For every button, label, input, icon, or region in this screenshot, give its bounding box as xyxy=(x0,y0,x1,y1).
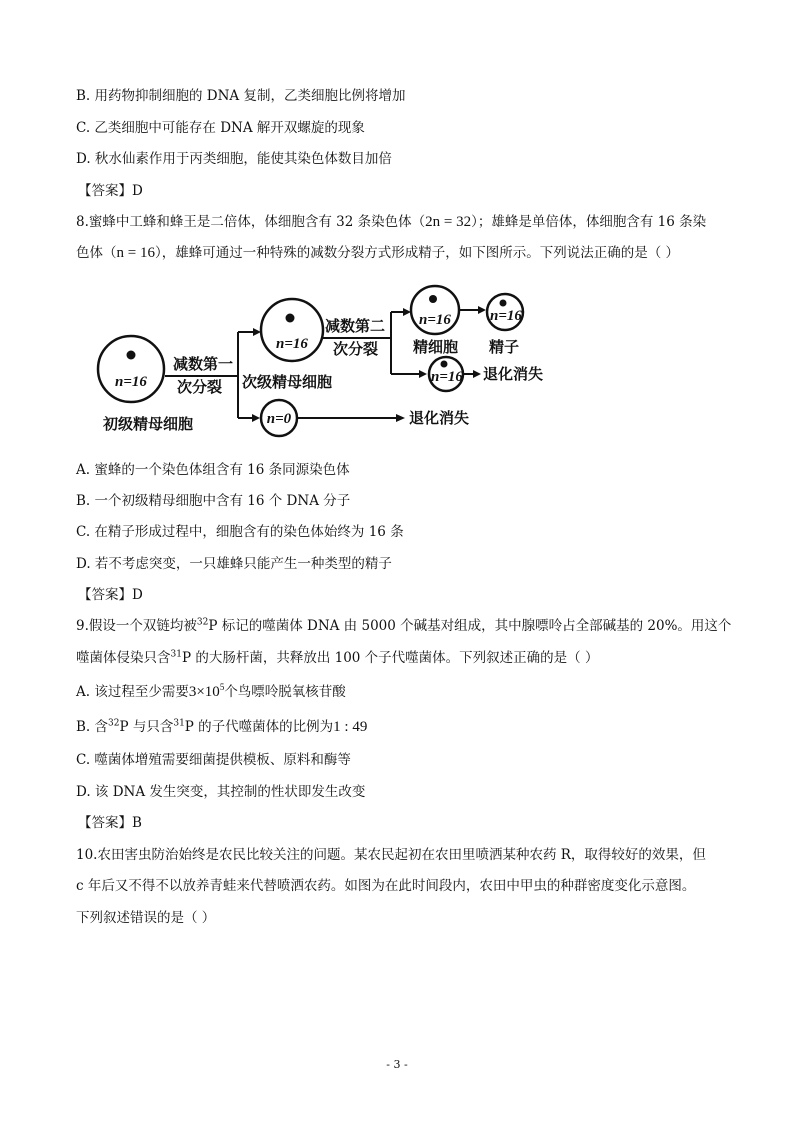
sperm-label: 精子 xyxy=(489,338,520,356)
primary-cell-label: n=16 xyxy=(115,374,147,390)
small-cell-label: n=16 xyxy=(431,369,463,385)
meiosis-diagram xyxy=(93,282,563,442)
q10-stem-line2: c 年后又不得不以放养青蛙来代替喷洒农药。如图为在此时间段内，农田中甲虫的种群密度变化示意图。 xyxy=(76,878,696,894)
q10-stem-line3: 下列叙述错误的是（ ） xyxy=(76,910,216,926)
meiosis2-label-line1: 减数第二 xyxy=(325,317,386,335)
primary-nucleus xyxy=(127,351,136,360)
q7-option-d: D. 秋水仙素作用于丙类细胞，能使其染色体数目加倍 xyxy=(76,151,392,167)
q9-option-a: A. 该过程至少需要$3\times 10^5$个鸟嘌呤脱氧核苷酸 xyxy=(76,682,346,700)
q7-option-b: B. 用药物抑制细胞的 DNA 复制，乙类细胞比例将增加 xyxy=(76,88,406,104)
q9-stem-line2: 噬菌体侵染只含$^{31}$P 的大肠杆菌，共释放出 100 个子代噬菌体。下列叙述正确的是（ ） xyxy=(76,649,599,666)
q8-stem-line2: 色体（n = 16），雄蜂可通过一种特殊的减数分裂方式形成精子，如下图所示。下列说法正确的是（ ） xyxy=(76,245,680,261)
secondary-nucleus xyxy=(286,314,295,323)
degenerate-label-1: 退化消失 xyxy=(409,409,470,427)
q9-option-d: D. 该 DNA 发生突变，其控制的性状即发生改变 xyxy=(76,784,366,800)
q8-option-a: A. 蜜蜂的一个染色体组含有 16 条同源染色体 xyxy=(76,462,350,478)
q9-option-c: C. 噬菌体增殖需要细菌提供模板、原料和酶等 xyxy=(76,752,351,768)
spermatid-label: 精细胞 xyxy=(413,338,459,356)
meiosis2-label-line2: 次分裂 xyxy=(333,340,379,358)
q8-math-n: n = 16 xyxy=(116,245,155,261)
q7-answer: 【答案】D xyxy=(78,183,143,199)
secondary-cell-label: n=16 xyxy=(276,336,308,352)
degenerate-label-2: 退化消失 xyxy=(483,365,544,383)
spermatid-cell-label: n=16 xyxy=(419,312,451,328)
q9-math-3e5: $3\times 10^5$ xyxy=(188,682,225,700)
q7-option-c: C. 乙类细胞中可能存在 DNA 解开双螺旋的现象 xyxy=(76,120,365,136)
zero-cell-label: n=0 xyxy=(266,411,292,427)
q8-option-d: D. 若不考虑突变，一只雄蜂只能产生一种类型的精子 xyxy=(76,556,392,572)
meiosis1-label-line2: 次分裂 xyxy=(177,378,223,396)
primary-spermatocyte-label: 初级精母细胞 xyxy=(103,415,194,433)
small-nucleus xyxy=(441,361,448,368)
q10-stem-line1: 10.农田害虫防治始终是农民比较关注的问题。某农民起初在农田里喷洒某种农药 R，取得较好的效果，但 xyxy=(76,847,706,863)
q9-answer: 【答案】B xyxy=(78,815,142,831)
spermatid-nucleus xyxy=(429,295,437,303)
secondary-spermatocyte-label: 次级精母细胞 xyxy=(242,373,333,391)
primary-cell xyxy=(98,336,164,402)
page-number: - 3 - xyxy=(386,1058,408,1071)
q8-math-2n: 2n = 32 xyxy=(425,214,472,230)
q9-option-b: B. 含$^{32}$P 与只含$^{31}$P 的子代噬菌体的比例为1 : 49 xyxy=(76,718,368,735)
q9-stem-line1: 9.假设一个双链均被$^{32}$P 标记的噬菌体 DNA 由 5000 个碱基对组成，其中腺嘌呤占全部碱基的 20%。用这个 xyxy=(76,617,732,634)
sperm-cell-label: n=16 xyxy=(490,308,522,324)
sperm-nucleus xyxy=(500,300,507,307)
q9-math-ratio: 1 : 49 xyxy=(333,719,368,735)
q8-option-b: B. 一个初级精母细胞中含有 16 个 DNA 分子 xyxy=(76,493,351,509)
meiosis1-label-line1: 减数第一 xyxy=(173,355,234,373)
q8-option-c: C. 在精子形成过程中，细胞含有的染色体始终为 16 条 xyxy=(76,524,404,540)
q8-stem-line1: 8.蜜蜂中工蜂和蜂王是二倍体，体细胞含有 32 条染色体（2n = 32）；雄蜂是单倍体，体细胞含有 16 条染 xyxy=(76,214,707,230)
q8-answer: 【答案】D xyxy=(78,587,143,603)
